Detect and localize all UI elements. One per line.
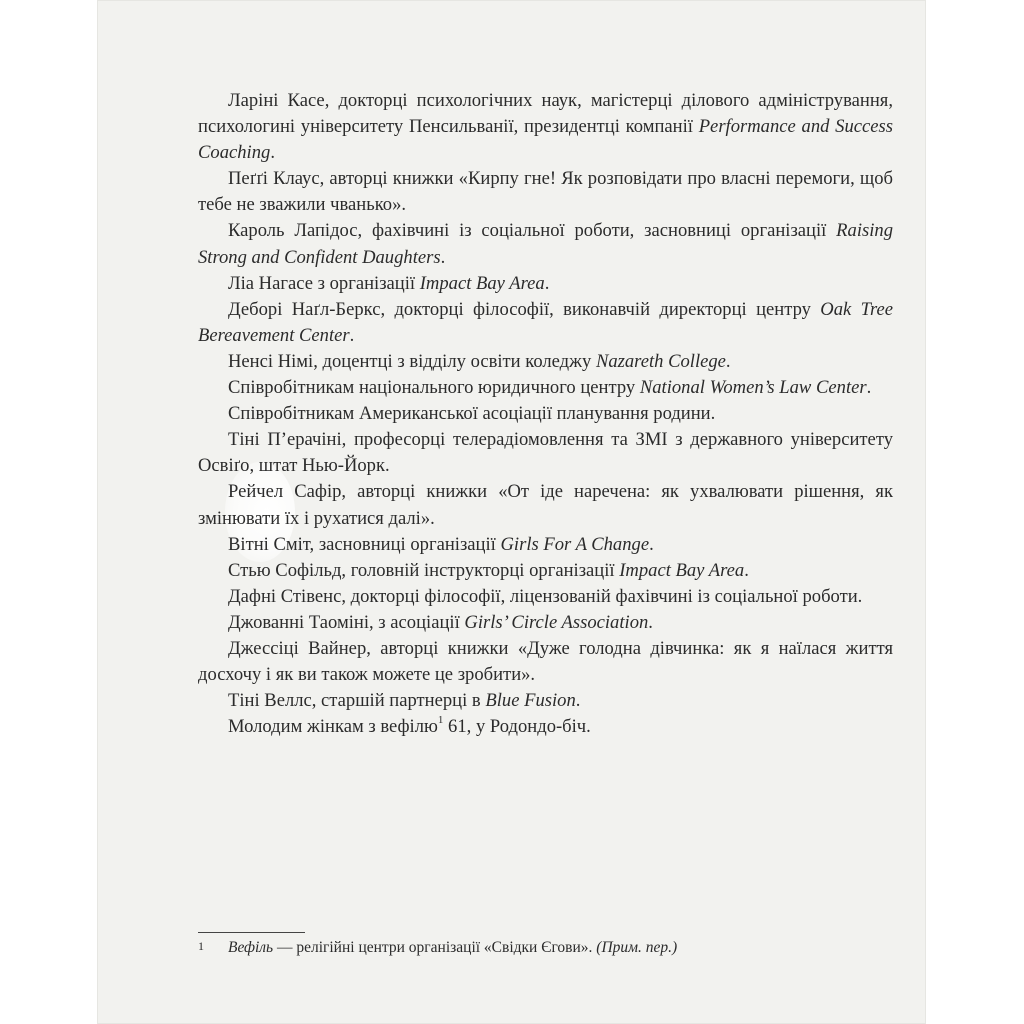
text-run: Джованні Таоміні, з асоціації [228,611,465,633]
acknowledgement-paragraph [198,88,893,166]
footnote-note: (Прим. пер.) [596,939,678,956]
acknowledgement-paragraph [198,375,893,401]
text-run: . [270,142,275,164]
acknowledgement-paragraph [198,584,893,610]
text-run: Ліа Нагасе з організації [228,272,420,294]
acknowledgement-paragraph [198,271,893,297]
text-run: Стью Софільд, головній інструкторці організації [228,559,620,581]
text-run: Ненсі Німі, доцентці з відділу освіти коледжу [228,350,596,372]
text-run: Кароль Лапідос, фахівчині із соціальної роботи, засновниці організації [228,220,837,242]
footnote-divider [198,932,305,933]
acknowledgement-paragraph [198,427,893,479]
acknowledgement-paragraph [198,401,893,427]
acknowledgement-paragraph [198,714,893,740]
italic-name: Impact Bay Area [419,272,545,294]
footnote-ref: 1 [437,714,444,727]
text-run: Пеґґі Клаус, авторці книжки «Кирпу гне! Як розповідати про власні перемоги, щоб тебе не зважили чванько». [198,168,893,216]
text-run: Ларіні Касе, докторці психологічних наук, магістерці ділового адміністрування, психологині університету Пенсильванії, президентці компанії [198,90,893,138]
text-run: . [725,350,731,372]
acknowledgement-paragraph [198,349,893,375]
acknowledgement-paragraph [198,558,893,584]
footnote-term: Вефіль [228,939,274,956]
footnote [198,935,898,959]
acknowledgement-paragraph [198,688,893,714]
text-run: . [440,246,446,268]
italic-name: Impact Bay Area [619,559,745,581]
italic-name: National Women’s Law Center [639,377,867,399]
text-run: Дафні Стівенс, докторці філософії, ліцензованій фахівчині із соціальної роботи. [228,585,863,607]
italic-name: Performance and Success Coaching [198,116,893,164]
italic-name: Oak Tree Bereavement Center [198,298,893,346]
text-run: . [744,559,749,581]
acknowledgement-paragraph [198,479,893,531]
text-run: Молодим жінкам з вефілю [228,716,438,738]
acknowledgement-paragraph [198,166,893,218]
text-run: Деборі Наґл-Беркс, докторці філософії, виконавчій директорці центру [228,298,821,320]
acknowledgement-paragraph [198,218,893,270]
italic-name: Blue Fusion [485,690,576,712]
text-run: . [544,272,550,294]
acknowledgement-paragraph [198,532,893,558]
italic-name: Girls For A Change [500,533,650,555]
text-run: Джессіці Вайнер, авторці книжки «Дуже голодна дівчинка: як я наїлася життя досхочу і як ви також можете це зробити». [198,637,893,686]
text-run: Тіні П’ерачіні, професорці телерадіомовлення та ЗМІ з державного університету Освіґо, штат Нью-Йорк. [198,429,893,477]
text-run: Співробітникам національного юридичного центру [228,377,640,399]
acknowledgements-text [198,88,893,740]
acknowledgement-paragraph [198,636,893,688]
text-run: . [866,377,872,399]
text-run: Рейчел Сафір, авторці книжки «От іде наречена: як ухвалювати рішення, як змінювати їх і рухатися далі». [198,481,893,529]
text-run: 61, у Родондо-біч. [443,716,591,738]
acknowledgement-paragraph [198,610,893,636]
text-run: Тіні Веллс, старшій партнерці в [228,690,486,712]
text-run: Вітні Сміт, засновниці організації [228,533,501,555]
italic-name: Nazareth College [595,350,726,372]
text-run: . [349,324,355,346]
italic-name: Raising Strong and Confident Daughters [198,220,893,268]
text-run: . [649,533,654,555]
text-run: . [648,611,653,633]
text-run: . [575,690,581,712]
footnote-number: 1 [198,939,204,953]
acknowledgement-paragraph [198,297,893,349]
text-run: Співробітникам Американської асоціації планування родини. [228,403,716,425]
italic-name: Girls’ Circle Association [464,611,649,633]
footnote-text: — релігійні центри організації «Свідки Єгови». [273,939,597,956]
